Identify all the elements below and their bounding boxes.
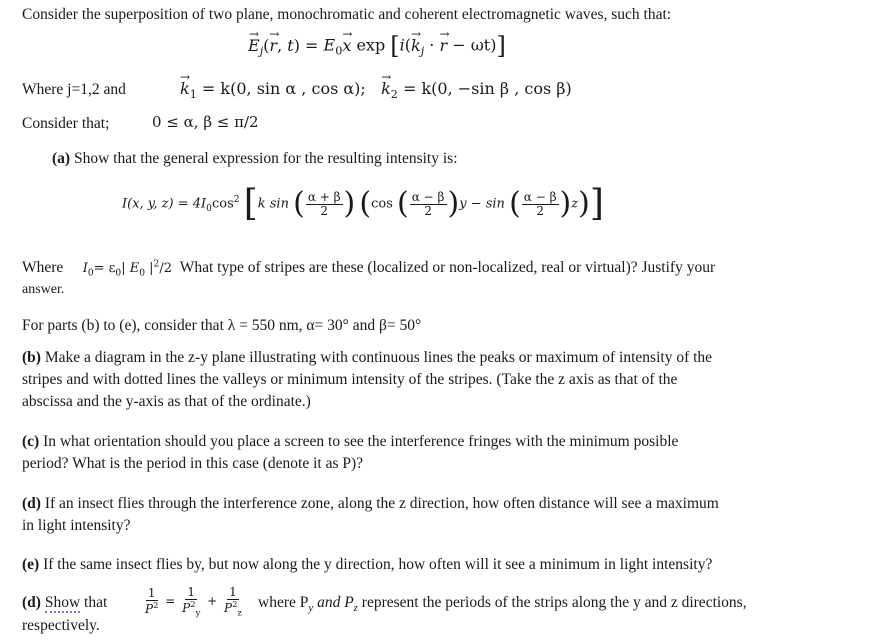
wave-equation: → $E_j(\to r$, $t) = E_0\to x$ $\exp [i(\to k_j$ · → r − ωt)] (248, 34, 506, 59)
answer-continuation: answer. (22, 282, 65, 297)
angle-range: 0 ≤ α, β ≤ π/2 (152, 113, 259, 131)
e-vector: → E (248, 36, 260, 56)
period-relation: $\frac{1}{P^2}$ = $\frac{1}{P^2_y}$ + $\frac{1}{P^2_z}$ (145, 585, 242, 617)
part-d-show: (d) Show that (22, 594, 108, 611)
fraction-alpha-plus-beta: $\frac{\alpha + \beta}{2}$ (307, 189, 341, 218)
fraction-alpha-minus-beta-2: $\frac{\alpha - \beta}{2}$ (523, 189, 557, 218)
period-description: where $P_y$ and $P_z$ represent the periods of the strips along the y and z directions, (258, 594, 747, 615)
part-e: (e) If the same insect flies by, but now along the y direction, how often will it see a minimum in light intensity? (22, 556, 713, 573)
problem-intro: Consider the superposition of two plane, monochromatic and coherent electromagnetic waves, such that: (22, 6, 672, 23)
part-b: (b) Make a diagram in the z-y plane illustrating with continuous lines the peaks or maximum of intensity of the (22, 349, 713, 366)
part-b-line3: abscissa and the y-axis as that of the ordinate.) (22, 393, 311, 410)
parameters-line: For parts (b) to (e), consider that λ = 550 nm, α= 30° and β= 50° (22, 317, 422, 334)
part-d-line2: in light intensity? (22, 517, 131, 534)
where-intensity: Where $I_0= \varepsilon_0|$ $E_0$ $|^2/2$ What type of stripes are these (localized or non-localized, real or virtual)? Justify your (22, 259, 716, 279)
respectively-line: respectively. (22, 617, 100, 634)
part-a: (a) Show that the general expression for the resulting intensity is: (52, 150, 458, 167)
intensity-formula: I(x, y, $z) = 4I_0\cos^2$ [k sin ( $\frac{\alpha + \beta}{2}$ ) (cos ( $\frac{\alpha - \beta}{2}$ )y − sin ( $\frac{\alpha - \beta}{2}$ )z)] (122, 183, 604, 224)
where-label: Where j=1,2 and (22, 81, 126, 98)
fraction-alpha-minus-beta-1: $\frac{\alpha - \beta}{2}$ (411, 189, 445, 218)
wave-vectors: → $k_1 = k(0$, sin α , cos α); → $k_2 = k(0$, −sin β , cos β) (180, 79, 572, 102)
consider-label: Consider that; (22, 115, 110, 132)
part-c-line2: period? What is the period in this case (denote it as P)? (22, 455, 364, 472)
part-b-line2: stripes and with dotted lines the valleys or minimum intensity of the stripes. (Take the z axis as that of the (22, 371, 678, 388)
part-d: (d) If an insect flies through the interference zone, along the z direction, how often distance will see a maximum (22, 495, 719, 512)
part-c: (c) In what orientation should you place a screen to see the interference fringes with the minimum posible (22, 433, 679, 450)
